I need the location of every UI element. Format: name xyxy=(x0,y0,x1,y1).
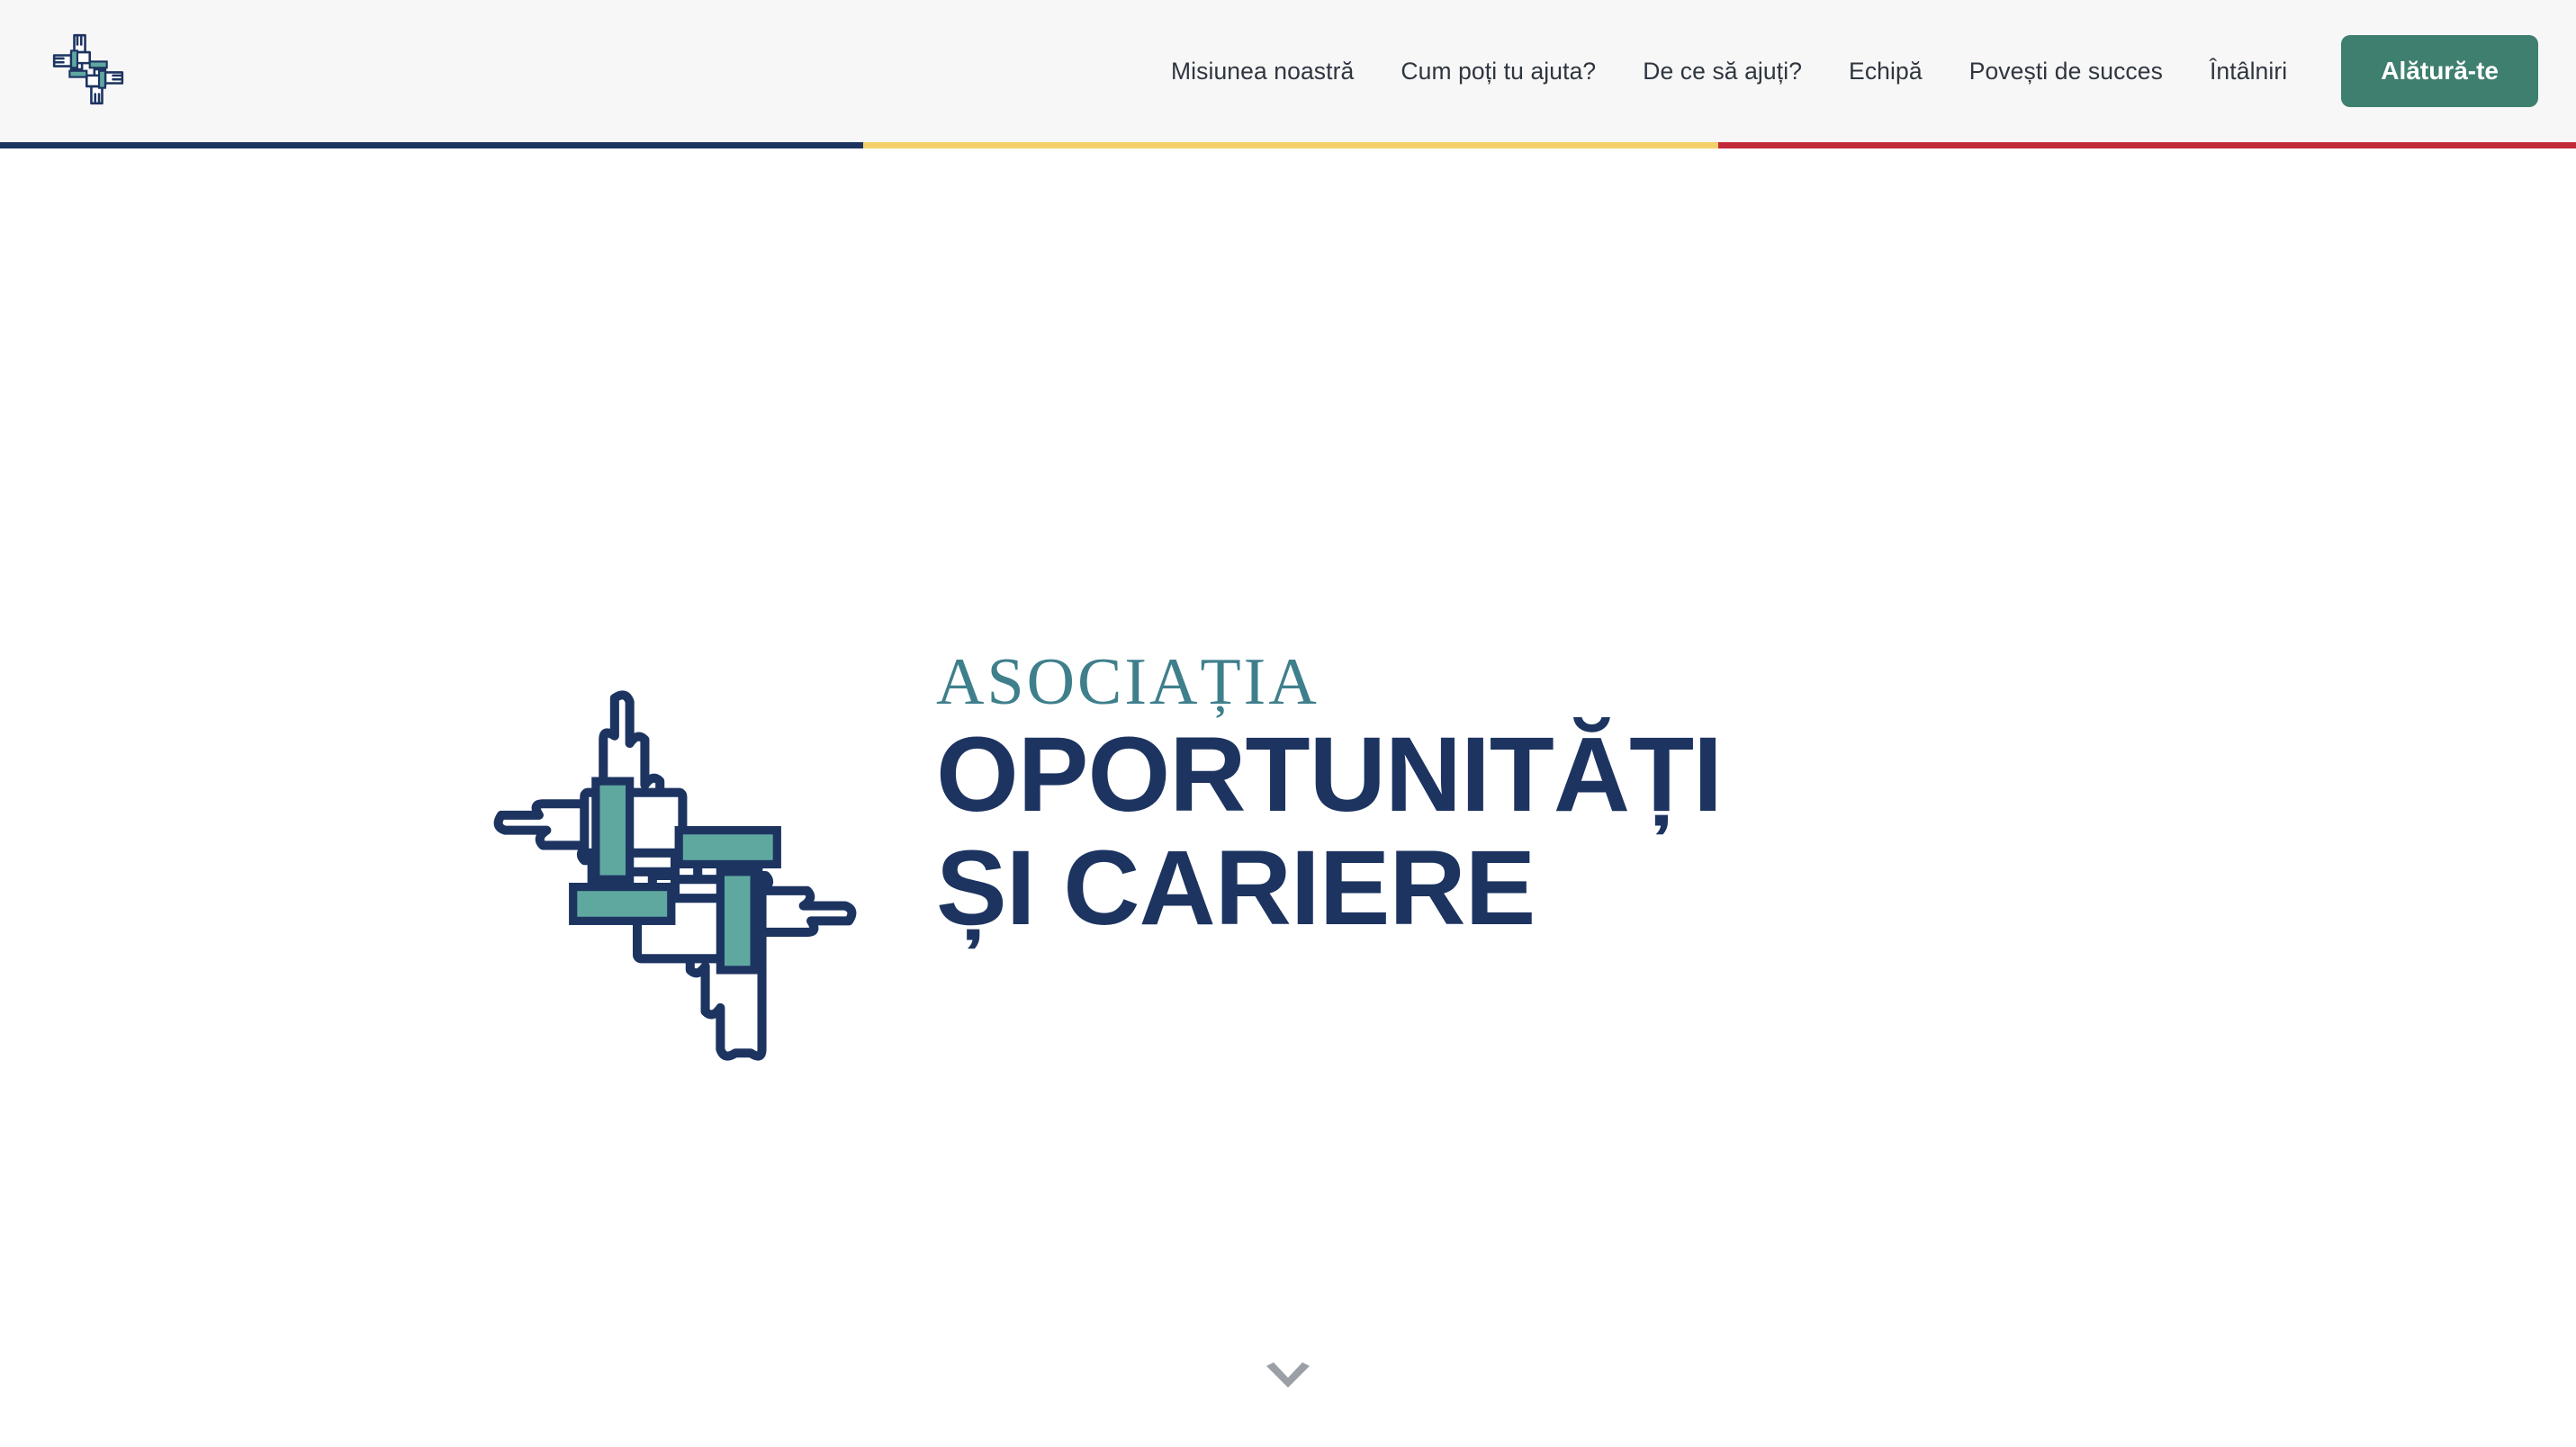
join-us-button[interactable]: Alătură-te xyxy=(2341,35,2538,107)
tricolor-divider xyxy=(0,142,2576,148)
main-navigation xyxy=(1148,35,2538,107)
hero-section xyxy=(0,148,2576,1447)
hero-content xyxy=(486,645,1722,1087)
hero-title-line-2: ȘI CARIERE xyxy=(936,828,1536,948)
nav-item-intalniri[interactable]: Întâlniri xyxy=(2209,57,2288,85)
hero-title-line-1: OPORTUNITĂȚI xyxy=(936,715,1722,834)
divider-segment-red xyxy=(1718,142,2576,148)
nav-item-povesti-de-succes[interactable]: Povești de succes xyxy=(1968,57,2163,85)
divider-segment-yellow xyxy=(863,142,1718,148)
site-header xyxy=(0,0,2576,142)
nav-item-cum-poti-tu-ajuta[interactable]: Cum poți tu ajuta? xyxy=(1401,57,1597,85)
nav-list xyxy=(1148,58,2310,85)
page-title xyxy=(936,715,1722,948)
hero-text-block xyxy=(936,645,1722,948)
nav-item-de-ce-sa-ajuti[interactable]: De ce să ajuți? xyxy=(1643,57,1803,85)
brand-logo[interactable] xyxy=(43,26,133,116)
chevron-down-icon[interactable] xyxy=(1263,1359,1313,1395)
four-hands-teamwork-icon xyxy=(50,31,127,112)
divider-segment-blue xyxy=(0,142,863,148)
four-hands-teamwork-icon xyxy=(486,664,864,1087)
nav-item-echipa[interactable]: Echipă xyxy=(1849,57,1923,85)
hero-eyebrow: ASOCIAȚIA xyxy=(936,645,1320,719)
nav-item-misiunea-noastra[interactable]: Misiunea noastră xyxy=(1170,57,1355,85)
